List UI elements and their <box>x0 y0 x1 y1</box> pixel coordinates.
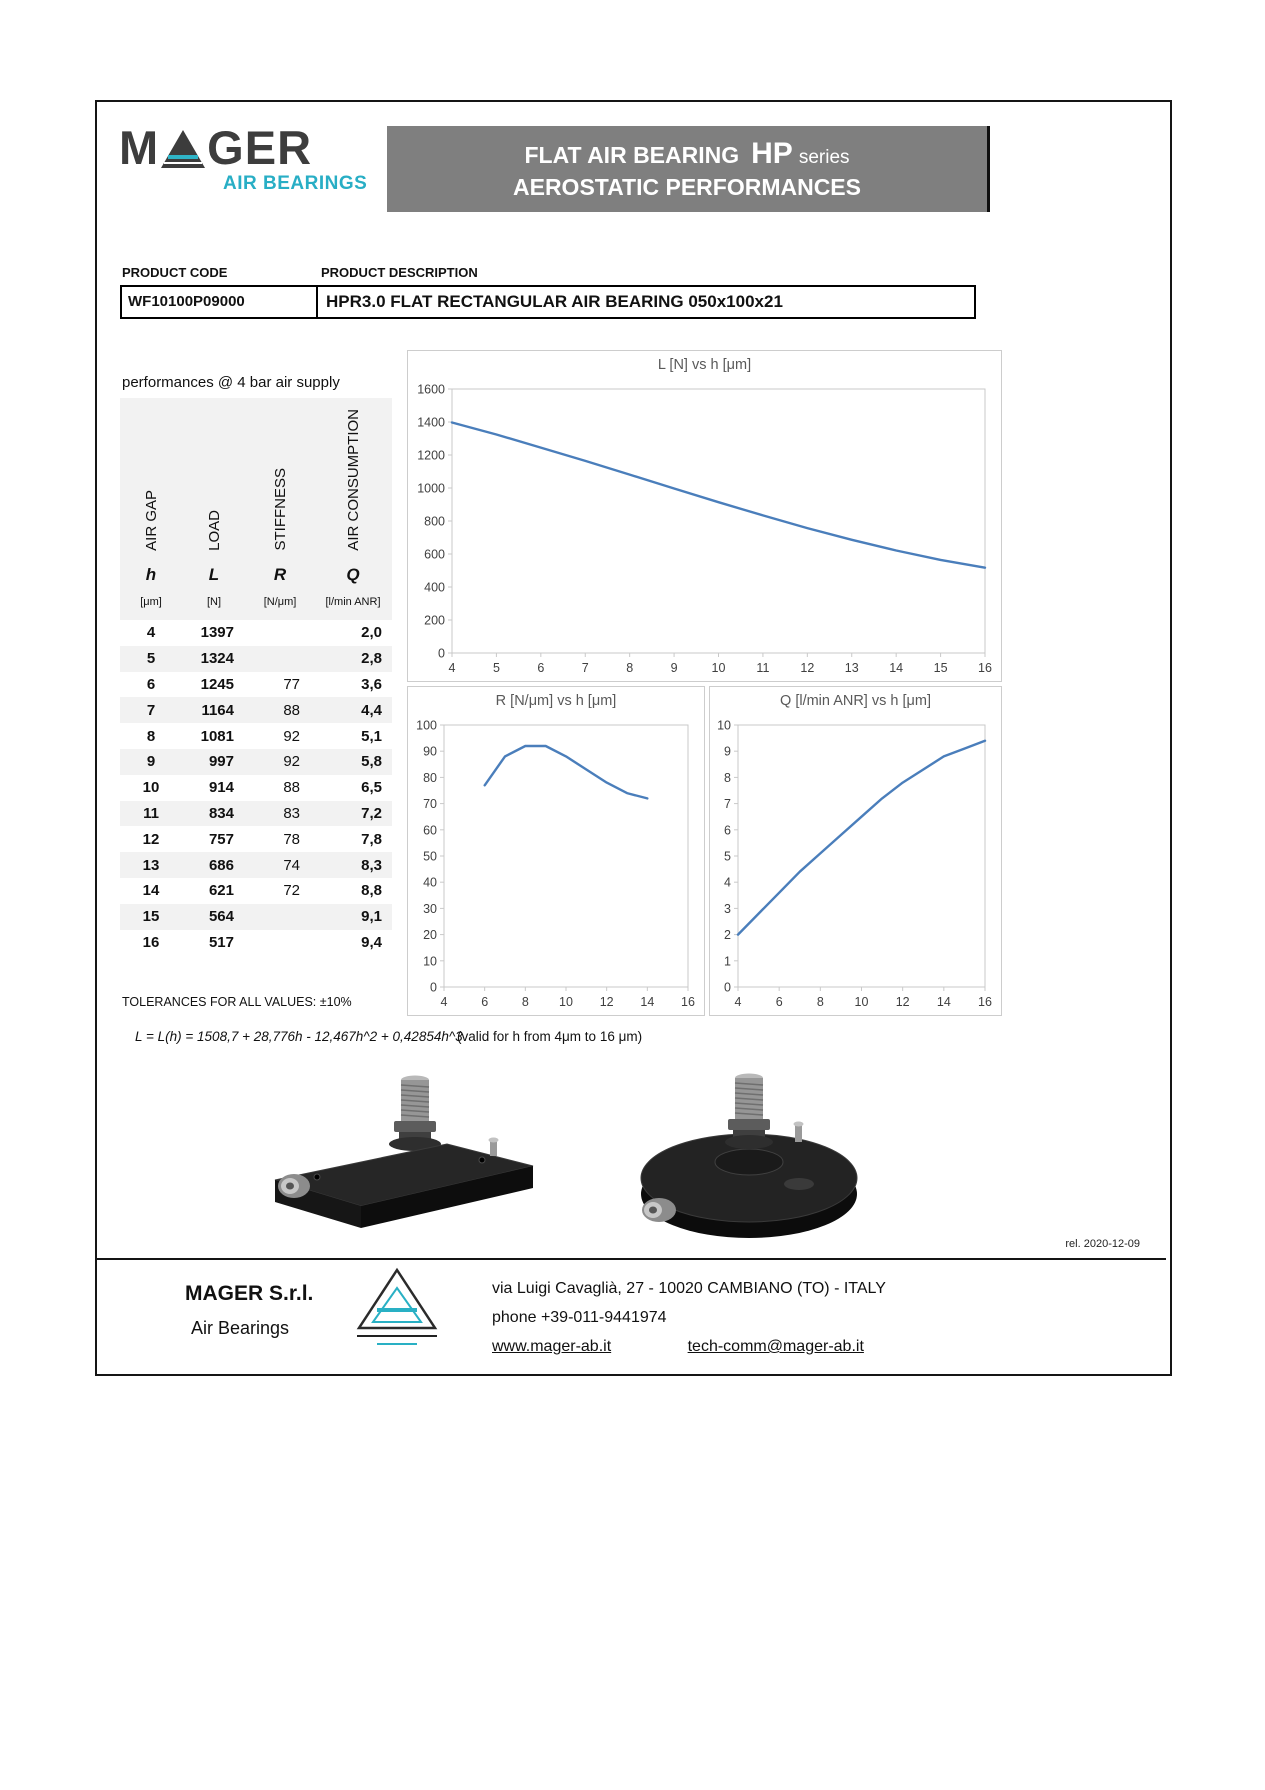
svg-text:0: 0 <box>430 980 437 995</box>
product-code-label: PRODUCT CODE <box>122 265 228 280</box>
svg-text:70: 70 <box>423 797 437 812</box>
svg-text:8: 8 <box>816 995 824 1009</box>
table-row <box>120 646 392 672</box>
svg-text:4: 4 <box>448 661 456 675</box>
logo-text-m: M <box>119 121 160 174</box>
cell-L: 834 <box>208 804 234 822</box>
cell-R: 92 <box>283 727 300 745</box>
svg-text:90: 90 <box>423 744 437 759</box>
svg-text:3: 3 <box>724 901 731 916</box>
table-unit-row <box>120 590 392 620</box>
svg-text:4: 4 <box>734 995 742 1009</box>
footer-company-subtitle: Air Bearings <box>191 1318 290 1338</box>
svg-text:16: 16 <box>681 995 695 1009</box>
cell-L: 564 <box>208 908 234 926</box>
cell-R: 74 <box>283 856 300 874</box>
cell-L: 914 <box>208 779 234 797</box>
svg-text:30: 30 <box>423 901 437 916</box>
triangle-logo-icon <box>160 129 206 169</box>
svg-text:2: 2 <box>724 928 731 943</box>
website-link[interactable]: www.mager-ab.it <box>492 1338 612 1355</box>
table-row <box>120 672 392 698</box>
cell-R: 77 <box>283 675 300 693</box>
column-header-stiffness: STIFFNESS <box>271 468 289 551</box>
symbol-q: Q <box>314 560 392 590</box>
cell-h: 9 <box>146 753 156 771</box>
mager-logo <box>119 121 368 195</box>
svg-text:400: 400 <box>424 580 445 595</box>
svg-text:80: 80 <box>423 770 437 785</box>
svg-text:16: 16 <box>978 661 992 675</box>
cell-h: 15 <box>142 908 160 926</box>
svg-text:1: 1 <box>724 954 731 969</box>
performance-table <box>120 398 392 955</box>
symbol-l: L <box>182 560 246 590</box>
table-row <box>120 775 392 801</box>
cell-h: 4 <box>146 624 156 642</box>
svg-text:5: 5 <box>724 849 731 864</box>
svg-text:12: 12 <box>895 995 910 1009</box>
svg-text:11: 11 <box>756 661 770 675</box>
footer-links <box>492 1338 864 1356</box>
svg-text:10: 10 <box>711 661 726 675</box>
footer-company-name: MAGER S.r.l. <box>185 1282 314 1305</box>
svg-text:12: 12 <box>599 995 614 1009</box>
chart-title: Q [l/min ANR] vs h [μm] <box>780 693 931 709</box>
svg-text:13: 13 <box>844 661 859 675</box>
table-row <box>120 749 392 775</box>
svg-text:16: 16 <box>978 995 992 1009</box>
cell-R <box>246 930 314 956</box>
document-frame <box>95 100 1172 1376</box>
logo-wordmark <box>119 121 367 174</box>
banner-product-family: FLAT AIR BEARING <box>524 142 740 168</box>
cell-R: 88 <box>283 701 300 719</box>
cell-L: 686 <box>208 856 234 874</box>
cell-Q: 2,0 <box>361 624 382 642</box>
svg-text:8: 8 <box>626 661 634 675</box>
cell-Q: 3,6 <box>361 675 382 693</box>
footer-address: via Luigi Cavaglià, 27 - 10020 CAMBIANO (TO) - ITALY <box>492 1280 886 1297</box>
cell-h: 5 <box>146 650 156 668</box>
column-header-load: LOAD <box>205 510 223 551</box>
cell-Q: 9,1 <box>361 908 382 926</box>
cell-Q: 5,8 <box>361 753 382 771</box>
cell-L: 1397 <box>200 624 234 642</box>
banner-series-word: series <box>798 147 850 168</box>
cell-h: 14 <box>142 882 160 900</box>
title-banner <box>387 126 990 212</box>
table-row <box>120 930 392 956</box>
email-link[interactable]: tech-comm@mager-ab.it <box>687 1338 864 1355</box>
cell-L: 1245 <box>200 675 234 693</box>
svg-text:50: 50 <box>423 849 437 864</box>
svg-text:1400: 1400 <box>417 415 445 430</box>
cell-R <box>246 904 314 930</box>
cell-Q: 8,3 <box>361 856 382 874</box>
svg-text:9: 9 <box>724 744 731 759</box>
svg-text:14: 14 <box>889 661 904 675</box>
table-row <box>120 826 392 852</box>
chart-canvas <box>710 717 999 1013</box>
cell-L: 757 <box>208 830 234 848</box>
svg-text:6: 6 <box>481 995 489 1009</box>
unit-h: [μm] <box>120 590 182 620</box>
chart-consumption-vs-gap <box>709 686 1002 1016</box>
cell-h: 10 <box>142 779 160 797</box>
cell-L: 621 <box>208 882 234 900</box>
cell-Q: 7,8 <box>361 830 382 848</box>
cell-L: 997 <box>208 753 234 771</box>
svg-text:7: 7 <box>724 797 731 812</box>
perf-table-body <box>120 620 392 955</box>
table-row <box>120 904 392 930</box>
svg-text:4: 4 <box>724 875 731 890</box>
svg-text:10: 10 <box>854 995 869 1009</box>
svg-text:9: 9 <box>670 661 678 675</box>
svg-text:0: 0 <box>724 980 731 995</box>
table-row <box>120 620 392 646</box>
svg-text:10: 10 <box>423 954 437 969</box>
unit-l: [N] <box>182 590 246 620</box>
svg-text:1200: 1200 <box>417 448 445 463</box>
svg-text:6: 6 <box>775 995 783 1009</box>
svg-text:8: 8 <box>724 770 731 785</box>
svg-text:4: 4 <box>440 995 448 1009</box>
product-description-label: PRODUCT DESCRIPTION <box>321 265 478 280</box>
svg-text:7: 7 <box>581 661 589 675</box>
cell-h: 8 <box>146 727 156 745</box>
cell-Q: 5,1 <box>361 727 382 745</box>
svg-text:8: 8 <box>521 995 529 1009</box>
svg-text:1000: 1000 <box>417 481 445 496</box>
cell-L: 517 <box>208 933 234 951</box>
cell-Q: 2,8 <box>361 650 382 668</box>
svg-text:1600: 1600 <box>417 382 445 397</box>
svg-text:6: 6 <box>724 823 731 838</box>
cell-Q: 7,2 <box>361 804 382 822</box>
banner-line1 <box>524 137 849 171</box>
logo-text-ger: GER <box>207 121 313 174</box>
cell-h: 11 <box>143 804 159 822</box>
table-row <box>120 801 392 827</box>
svg-text:600: 600 <box>424 547 445 562</box>
cell-h: 6 <box>146 675 156 693</box>
footer-phone: phone +39-011-9441974 <box>492 1309 667 1326</box>
svg-text:40: 40 <box>423 875 437 890</box>
product-description-value: HPR3.0 FLAT RECTANGULAR AIR BEARING 050x100x21 <box>316 285 976 319</box>
table-row <box>120 697 392 723</box>
cell-h: 13 <box>142 856 160 874</box>
cell-R: 83 <box>283 804 300 822</box>
table-row <box>120 723 392 749</box>
banner-series-code: HP <box>751 137 793 170</box>
svg-text:6: 6 <box>537 661 545 675</box>
load-formula: L = L(h) = 1508,7 + 28,776h - 12,467h^2 + 0,42854h^3 <box>135 1029 463 1044</box>
svg-text:0: 0 <box>438 646 445 661</box>
cell-Q: 9,4 <box>361 933 382 951</box>
svg-text:60: 60 <box>423 823 437 838</box>
chart-canvas <box>408 717 702 1013</box>
cell-h: 16 <box>142 933 160 951</box>
column-header-air-gap: AIR GAP <box>142 490 160 551</box>
chart-stiffness-vs-gap <box>407 686 705 1016</box>
cell-Q: 8,8 <box>361 882 382 900</box>
cell-h: 7 <box>146 701 156 719</box>
table-row <box>120 852 392 878</box>
svg-text:200: 200 <box>424 613 445 628</box>
cell-R: 92 <box>283 753 300 771</box>
svg-text:12: 12 <box>800 661 815 675</box>
logo-subtitle: AIR BEARINGS <box>223 172 368 194</box>
product-photo-rectangular <box>247 1064 547 1244</box>
chart-load-vs-gap <box>407 350 1002 682</box>
svg-text:10: 10 <box>559 995 573 1009</box>
cell-L: 1164 <box>201 701 234 719</box>
svg-text:800: 800 <box>424 514 445 529</box>
product-photo-round <box>589 1062 889 1252</box>
svg-text:20: 20 <box>423 928 437 943</box>
svg-text:14: 14 <box>936 995 951 1009</box>
svg-text:14: 14 <box>640 995 655 1009</box>
column-header-air-consumption: AIR CONSUMPTION <box>344 409 362 551</box>
cell-R: 88 <box>283 779 300 797</box>
symbol-h: h <box>120 560 182 590</box>
release-date: rel. 2020-12-09 <box>1065 1238 1140 1250</box>
performance-caption: performances @ 4 bar air supply <box>122 374 340 391</box>
chart-title: R [N/μm] vs h [μm] <box>495 693 617 709</box>
banner-line2: AEROSTATIC PERFORMANCES <box>513 174 861 200</box>
table-group-header-row <box>120 398 392 560</box>
tolerance-note: TOLERANCES FOR ALL VALUES: ±10% <box>122 995 352 1009</box>
cell-R: 72 <box>283 882 300 900</box>
cell-L: 1081 <box>200 727 234 745</box>
footer-triangle-logo-icon <box>347 1266 447 1359</box>
svg-text:100: 100 <box>416 718 437 733</box>
product-code-value: WF10100P09000 <box>120 285 320 319</box>
table-symbol-row <box>120 560 392 590</box>
unit-q: [l/min ANR] <box>314 590 392 620</box>
cell-Q: 6,5 <box>361 779 382 797</box>
formula-validity-note: (valid for h from 4μm to 16 μm) <box>457 1029 643 1044</box>
footer-divider <box>97 1258 1166 1260</box>
svg-text:10: 10 <box>717 718 731 733</box>
cell-R <box>246 620 314 646</box>
symbol-r: R <box>246 560 314 590</box>
cell-h: 12 <box>142 830 160 848</box>
cell-R <box>246 646 314 672</box>
chart-canvas <box>408 381 999 679</box>
cell-L: 1324 <box>200 650 234 668</box>
unit-r: [N/μm] <box>246 590 314 620</box>
cell-R: 78 <box>283 830 300 848</box>
chart-title: L [N] vs h [μm] <box>657 357 752 373</box>
svg-text:5: 5 <box>492 661 500 675</box>
cell-Q: 4,4 <box>361 701 382 719</box>
svg-text:15: 15 <box>933 661 948 675</box>
table-row <box>120 878 392 904</box>
